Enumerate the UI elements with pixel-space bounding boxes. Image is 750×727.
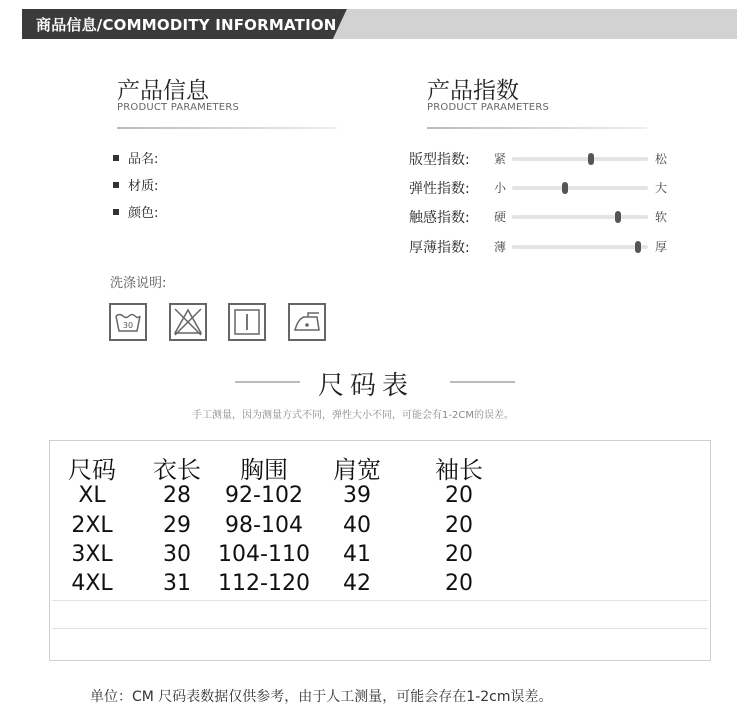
param-material: 材质: (128, 179, 159, 194)
bullet-icon (113, 182, 119, 188)
table-cell: 29 (163, 513, 191, 538)
no-bleach-icon (169, 303, 207, 341)
index-track (512, 215, 648, 219)
index-low-label: 紧 (494, 152, 507, 166)
index-track (512, 186, 648, 190)
header-title: 商品信息/COMMODITY INFORMATION (36, 16, 337, 34)
size-chart-title: 尺码表 (318, 371, 415, 401)
product-info-title: 产品信息 (117, 78, 209, 104)
wash-temp: 30 (122, 321, 134, 330)
table-cell: 20 (445, 513, 473, 538)
header-light-band (322, 9, 737, 39)
table-cell: 104-110 (218, 542, 310, 567)
table-cell: 39 (343, 483, 371, 508)
table-cell: 31 (163, 571, 191, 596)
product-index-subtitle: PRODUCT PARAMETERS (427, 102, 550, 113)
index-label: 触感指数: (409, 210, 470, 226)
table-cell: 112-120 (218, 571, 310, 596)
table-header-cell: 尺码 (68, 456, 116, 484)
index-label: 版型指数: (409, 152, 470, 168)
wash-30-icon (109, 303, 147, 341)
table-cell: 2XL (71, 513, 113, 538)
table-cell: 20 (445, 571, 473, 596)
iron-icon (288, 303, 326, 341)
index-high-label: 厚 (655, 240, 668, 254)
product-index-underline (427, 127, 647, 129)
table-row-divider (52, 628, 708, 629)
product-index-title: 产品指数 (427, 78, 519, 104)
table-cell: 98-104 (225, 513, 303, 538)
index-low-label: 薄 (494, 240, 507, 254)
table-cell: 42 (343, 571, 371, 596)
table-cell: 28 (163, 483, 191, 508)
table-header-cell: 衣长 (153, 456, 201, 484)
index-marker (588, 153, 594, 165)
table-cell: 92-102 (225, 483, 303, 508)
section-header (22, 9, 737, 39)
index-marker (562, 182, 568, 194)
bullet-icon (113, 155, 119, 161)
index-low-label: 小 (494, 181, 507, 195)
table-header-cell: 袖长 (435, 456, 483, 484)
index-low-label: 硬 (494, 210, 507, 224)
table-cell: 20 (445, 483, 473, 508)
table-cell: 3XL (71, 542, 113, 567)
hang-dry-icon (228, 303, 266, 341)
bullet-icon (113, 209, 119, 215)
index-track (512, 157, 648, 161)
table-header-cell: 肩宽 (333, 456, 381, 484)
index-marker (635, 241, 641, 253)
table-row-divider (52, 600, 708, 601)
measurement-note: 手工测量，因为测量方式不同，弹性大小不同，可能会有1-2CM的误差。 (192, 410, 514, 421)
table-cell: 4XL (71, 571, 113, 596)
index-high-label: 松 (655, 152, 668, 166)
table-cell: 40 (343, 513, 371, 538)
title-dash-right (450, 381, 515, 383)
param-color: 颜色: (128, 206, 159, 221)
index-high-label: 软 (655, 210, 668, 224)
table-header-cell: 胸围 (240, 456, 288, 484)
index-marker (615, 211, 621, 223)
product-info-underline (117, 127, 337, 129)
table-cell: 41 (343, 542, 371, 567)
table-cell: 30 (163, 542, 191, 567)
index-high-label: 大 (655, 181, 668, 195)
index-track (512, 245, 648, 249)
param-name: 品名: (128, 152, 159, 167)
washing-label: 洗涤说明: (110, 276, 167, 291)
footer-note: 单位：CM 尺码表数据仅供参考，由于人工测量，可能会存在1-2cm误差。 (90, 689, 553, 705)
title-dash-left (235, 381, 300, 383)
table-cell: 20 (445, 542, 473, 567)
product-info-subtitle: PRODUCT PARAMETERS (117, 102, 240, 113)
index-label: 弹性指数: (409, 181, 470, 197)
table-cell: XL (78, 483, 106, 508)
index-label: 厚薄指数: (409, 240, 470, 256)
